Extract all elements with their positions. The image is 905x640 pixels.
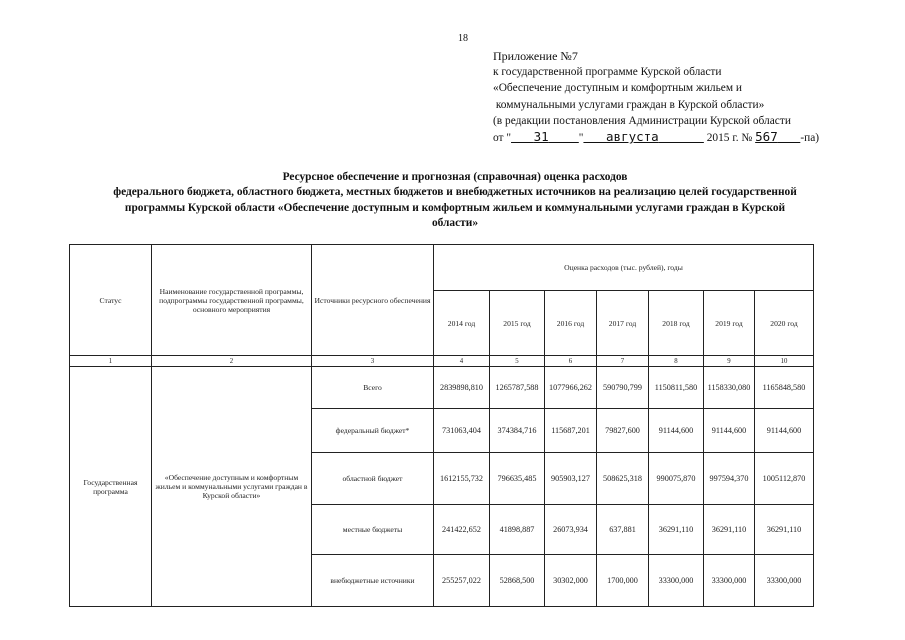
value-cell: 1700,000 <box>597 555 649 607</box>
header-estimate: Оценка расходов (тыс. рублей), годы <box>434 245 814 291</box>
value-cell: 1265787,588 <box>490 367 545 409</box>
appendix-line-3: коммунальными услугами граждан в Курской области» <box>493 98 765 111</box>
value-cell: 905903,127 <box>545 453 597 505</box>
date-day: 31 <box>533 129 549 145</box>
value-cell: 91144,600 <box>704 409 755 453</box>
header-name: Наименование государственной программы, подпрограммы государственной программы, основного мероприятия <box>152 245 312 356</box>
value-cell: 241422,652 <box>434 505 490 555</box>
appendix-date-line <box>493 129 819 146</box>
value-cell: 26073,934 <box>545 505 597 555</box>
value-cell: 796635,485 <box>490 453 545 505</box>
value-cell: 2839898,810 <box>434 367 490 409</box>
value-cell: 1612155,732 <box>434 453 490 505</box>
header-year: 2016 год <box>545 291 597 356</box>
header-year: 2018 год <box>649 291 704 356</box>
header-year: 2019 год <box>704 291 755 356</box>
value-cell: 508625,318 <box>597 453 649 505</box>
value-cell: 590790,799 <box>597 367 649 409</box>
value-cell: 255257,022 <box>434 555 490 607</box>
document-heading <box>60 170 850 232</box>
value-cell: 1165848,580 <box>755 367 814 409</box>
source-cell: внебюджетные источники <box>312 555 434 607</box>
index-cell: 7 <box>597 356 649 367</box>
date-prefix: от " <box>493 132 512 145</box>
source-cell: областной бюджет <box>312 453 434 505</box>
value-cell: 990075,870 <box>649 453 704 505</box>
value-cell: 731063,404 <box>434 409 490 453</box>
heading-line-1: Ресурсное обеспечение и прогнозная (справочная) оценка расходов <box>282 171 628 183</box>
value-cell: 1158330,080 <box>704 367 755 409</box>
value-cell: 115687,201 <box>545 409 597 453</box>
resource-table <box>69 244 814 607</box>
appendix-line-1: к государственной программе Курской области <box>493 66 722 79</box>
table-row <box>70 367 814 409</box>
value-cell: 1150811,580 <box>649 367 704 409</box>
source-cell: Всего <box>312 367 434 409</box>
heading-line-3: программы Курской области «Обеспечение доступным и комфортным жильем и коммунальными услугами граждан в Курской <box>124 201 786 214</box>
value-cell: 1005112,870 <box>755 453 814 505</box>
index-cell: 6 <box>545 356 597 367</box>
header-year: 2020 год <box>755 291 814 356</box>
value-cell: 36291,110 <box>704 505 755 555</box>
value-cell: 997594,370 <box>704 453 755 505</box>
index-cell: 3 <box>312 356 434 367</box>
header-year: 2017 год <box>597 291 649 356</box>
value-cell: 79827,600 <box>597 409 649 453</box>
appendix-line-4: (в редакции постановления Администрации Курской области <box>493 114 791 127</box>
index-cell: 10 <box>755 356 814 367</box>
status-cell: Государственная программа <box>70 367 152 607</box>
source-cell: федеральный бюджет* <box>312 409 434 453</box>
value-cell: 33300,000 <box>649 555 704 607</box>
value-cell: 1077966,262 <box>545 367 597 409</box>
value-cell: 41898,887 <box>490 505 545 555</box>
value-cell: 374384,716 <box>490 409 545 453</box>
index-cell: 4 <box>434 356 490 367</box>
value-cell: 637,881 <box>597 505 649 555</box>
header-status: Статус <box>70 245 152 356</box>
value-cell: 33300,000 <box>704 555 755 607</box>
value-cell: 91144,600 <box>649 409 704 453</box>
header-year: 2014 год <box>434 291 490 356</box>
index-cell: 2 <box>152 356 312 367</box>
value-cell: 36291,110 <box>755 505 814 555</box>
page-number: 18 <box>458 33 468 44</box>
program-cell: «Обеспечение доступным и комфортным жильем и коммунальными услугами граждан в Курской области» <box>152 367 312 607</box>
header-year: 2015 год <box>490 291 545 356</box>
header-sources: Источники ресурсного обеспечения <box>312 245 434 356</box>
value-cell: 33300,000 <box>755 555 814 607</box>
appendix-title: Приложение №7 <box>493 49 578 63</box>
index-cell: 5 <box>490 356 545 367</box>
index-cell: 9 <box>704 356 755 367</box>
date-year: 2015 г. № <box>706 132 753 145</box>
date-month: августа <box>606 129 659 145</box>
value-cell: 91144,600 <box>755 409 814 453</box>
index-row <box>70 356 814 367</box>
appendix-line-2: «Обеспечение доступным и комфортным жильем и <box>493 82 743 95</box>
value-cell: 36291,110 <box>649 505 704 555</box>
heading-line-2: федерального бюджета, областного бюджета, местных бюджетов и внебюджетных источников на реализацию целей государственной <box>113 186 797 199</box>
value-cell: 30302,000 <box>545 555 597 607</box>
index-cell: 8 <box>649 356 704 367</box>
value-cell: 52868,500 <box>490 555 545 607</box>
source-cell: местные бюджеты <box>312 505 434 555</box>
appendix-block <box>493 48 819 146</box>
index-cell: 1 <box>70 356 152 367</box>
document-number: 567 <box>755 129 778 145</box>
heading-line-4: области» <box>431 217 479 230</box>
date-suffix: -па) <box>800 132 820 145</box>
date-mid: " <box>578 132 584 145</box>
